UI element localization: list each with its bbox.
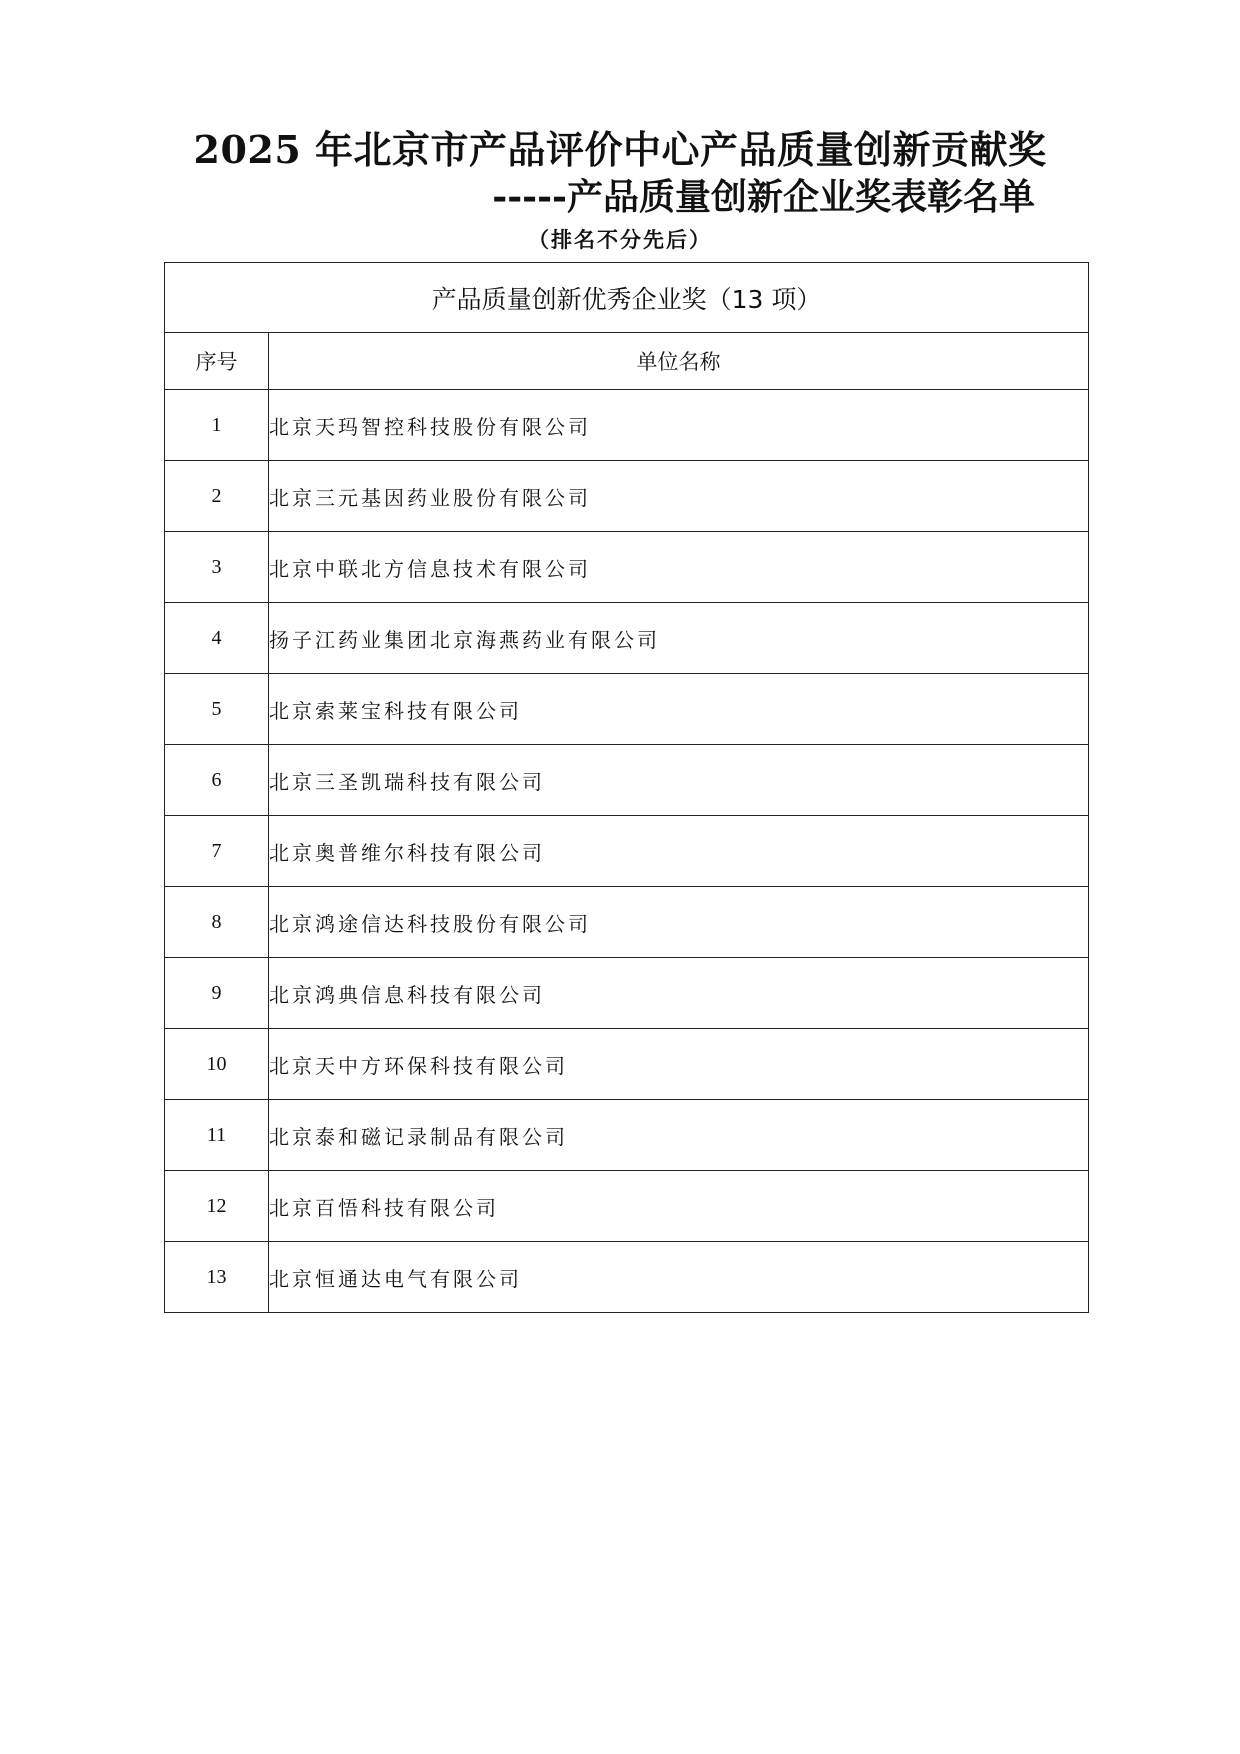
table-row — [165, 1242, 1089, 1313]
company-name: 扬子江药业集团北京海燕药业有限公司 — [269, 603, 1089, 674]
row-number: 12 — [165, 1171, 269, 1242]
table-row — [165, 532, 1089, 603]
table-caption-row — [165, 263, 1089, 333]
company-name: 北京泰和磁记录制品有限公司 — [269, 1100, 1089, 1171]
table-row — [165, 1100, 1089, 1171]
company-name: 北京天中方环保科技有限公司 — [269, 1029, 1089, 1100]
row-number: 8 — [165, 887, 269, 958]
document-title: 2025 年北京市产品评价中心产品质量创新贡献奖 — [193, 127, 1047, 172]
table-row — [165, 958, 1089, 1029]
award-table — [164, 262, 1089, 1313]
table-row — [165, 887, 1089, 958]
row-number: 2 — [165, 461, 269, 532]
company-name: 北京三圣凯瑞科技有限公司 — [269, 745, 1089, 816]
company-name: 北京奥普维尔科技有限公司 — [269, 816, 1089, 887]
row-number: 7 — [165, 816, 269, 887]
company-name: 北京三元基因药业股份有限公司 — [269, 461, 1089, 532]
ranking-note: （排名不分先后） — [528, 227, 712, 252]
row-number: 5 — [165, 674, 269, 745]
company-name: 北京鸿典信息科技有限公司 — [269, 958, 1089, 1029]
row-number: 4 — [165, 603, 269, 674]
table-row — [165, 461, 1089, 532]
company-name: 北京百悟科技有限公司 — [269, 1171, 1089, 1242]
row-number: 9 — [165, 958, 269, 1029]
row-number: 11 — [165, 1100, 269, 1171]
company-name: 北京天玛智控科技股份有限公司 — [269, 390, 1089, 461]
table-row — [165, 390, 1089, 461]
table-row — [165, 1029, 1089, 1100]
document-subtitle: -----产品质量创新企业奖表彰名单 — [492, 176, 1035, 218]
table-header-row — [165, 333, 1089, 390]
column-header-name: 单位名称 — [269, 333, 1089, 390]
row-number: 6 — [165, 745, 269, 816]
table-row — [165, 603, 1089, 674]
column-header-no: 序号 — [165, 333, 269, 390]
company-name: 北京鸿途信达科技股份有限公司 — [269, 887, 1089, 958]
company-name: 北京中联北方信息技术有限公司 — [269, 532, 1089, 603]
company-name: 北京索莱宝科技有限公司 — [269, 674, 1089, 745]
table-row — [165, 816, 1089, 887]
table-row — [165, 674, 1089, 745]
table-row — [165, 1171, 1089, 1242]
table-caption: 产品质量创新优秀企业奖（13 项） — [165, 263, 1089, 333]
row-number: 1 — [165, 390, 269, 461]
table-row — [165, 745, 1089, 816]
row-number: 3 — [165, 532, 269, 603]
row-number: 13 — [165, 1242, 269, 1313]
company-name: 北京恒通达电气有限公司 — [269, 1242, 1089, 1313]
row-number: 10 — [165, 1029, 269, 1100]
